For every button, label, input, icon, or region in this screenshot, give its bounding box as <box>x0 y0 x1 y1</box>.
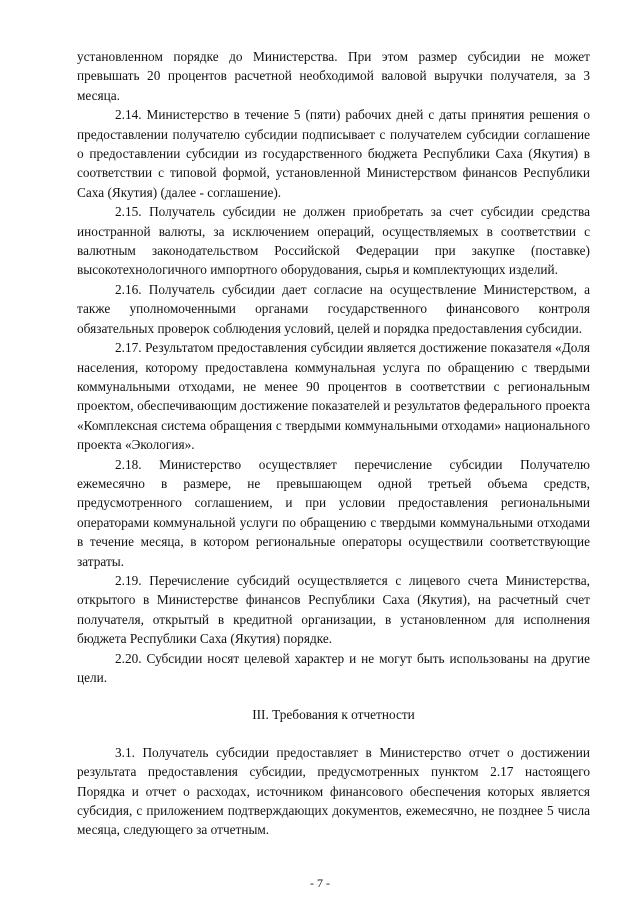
paragraph-2-14: 2.14. Министерство в течение 5 (пяти) рабочих дней с даты принятия решения о предоставлении получателю субсидии подписывает с получателем субсидии соглашение о предоставлении субсидии из государственного бюджета Республики Саха (Якутия) в соответствии с типовой формой, установленной Министерством финансов Республики Саха (Якутия) (далее - соглашение). <box>77 107 590 200</box>
paragraph-2-19: 2.19. Перечисление субсидий осуществляется с лицевого счета Министерства, открытого в Министерстве финансов Республики Саха (Якутия), на расчетный счет получателя, открытый в кредитной организации, в установленном для исполнения бюджета Республики Саха (Якутия) порядке. <box>77 572 590 647</box>
paragraph-2-20: 2.20. Субсидии носят целевой характер и не могут быть использованы на другие цели. <box>77 650 590 685</box>
paragraph-2-18: 2.18. Министерство осуществляет перечисление субсидии Получателю ежемесячно в размере, не превышающем одной третьей объема средств, предусмотренного соглашением, и при условии предоставления региональными операторами коммунальной услуги по обращению с твердыми коммунальными отходами в течение месяца, в котором региональные операторы осуществили соответствующие затраты. <box>77 456 590 569</box>
paragraph-2-15: 2.15. Получатель субсидии не должен приобретать за счет субсидии средства иностранной валюты, за исключением операций, осуществляемых в соответствии с валютным законодательством Российской Федерации при закупке (поставке) высокотехнологичного импортного оборудования, сырья и комплектующих изделий. <box>77 204 590 278</box>
section-heading: III. Требования к отчетности <box>252 707 415 723</box>
page-number: - 7 - <box>310 876 330 890</box>
paragraph-continuation: установленном порядке до Министерства. При этом размер субсидии не может превышать 20 процентов расчетной необходимой валовой выручки получателя, за 3 месяца. <box>77 49 590 103</box>
paragraph-3-1: 3.1. Получатель субсидии предоставляет в Министерство отчет о достижении результата предоставления субсидии, предусмотренных пунктом 2.17 настоящего Порядка и отчет о расходах, источником финансового обеспечения которых является субсидия, с приложением подтверждающих документов, ежемесячно, не позднее 5 числа месяца, следующего за отчетным. <box>77 744 590 838</box>
paragraph-2-16: 2.16. Получатель субсидии дает согласие на осуществление Министерством, а также уполномоченными органами государственного финансового контроля обязательных проверок соблюдения условий, целей и порядка предоставления субсидии. <box>77 281 590 336</box>
paragraph-2-17: 2.17. Результатом предоставления субсидии является достижение показателя «Доля населения, которому предоставлена коммунальная услуга по обращению с твердыми коммунальными отходами, не менее 90 процентов в соответствии с региональным проектом, обеспечивающим достижение показателей и результатов федерального проекта «Комплексная система обращения с твердыми коммунальными отходами» национального проекта «Экология». <box>77 340 590 453</box>
document-body <box>77 47 590 840</box>
